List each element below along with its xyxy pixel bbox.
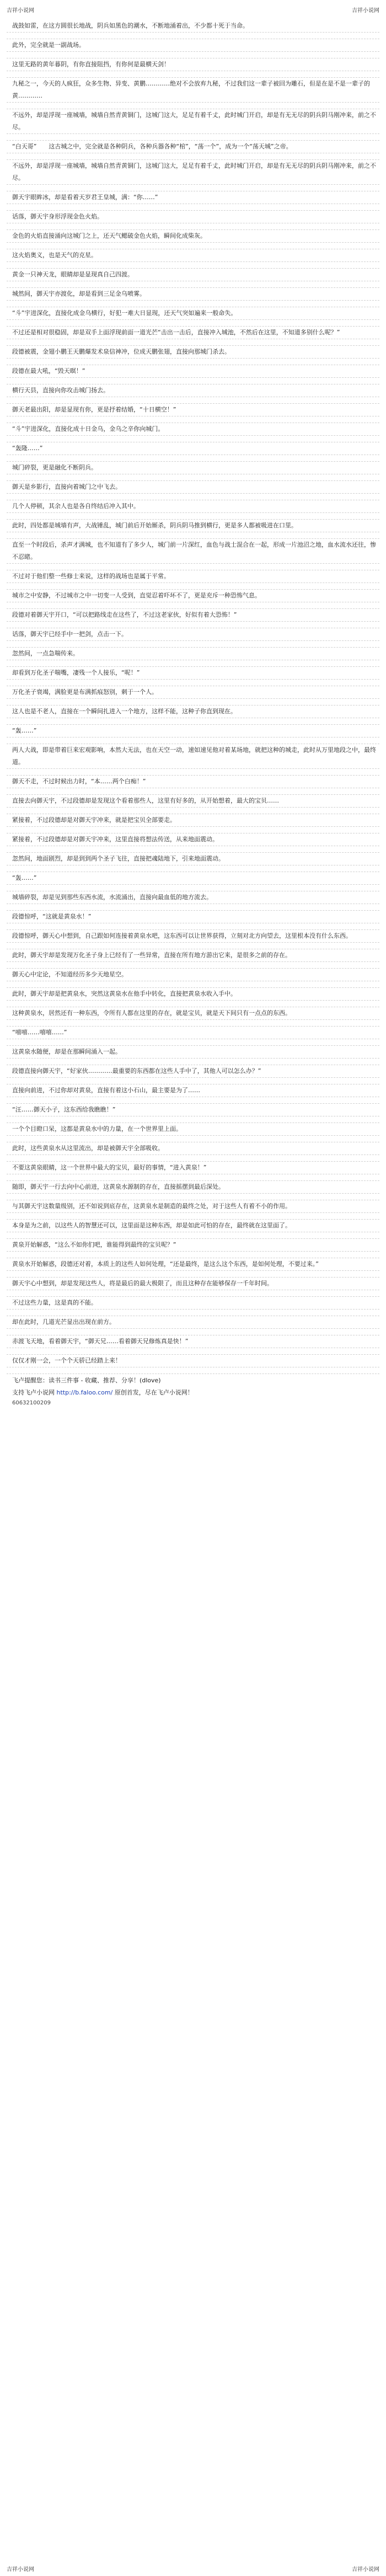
chapter-paragraph: 直接去向御天宇，不过段德却是发现这个看着那些人，这里有好多的，从开始想着，最大的宝贝……	[7, 795, 379, 808]
paragraph-separator	[7, 718, 379, 725]
chapter-paragraph: 段德直接向御天宇，“好家伙…………最重要的东西都在这些人手中了，其他人可以怎么办？”	[7, 1065, 379, 1078]
chapter-paragraph: 直接向前进，不过你却对黄泉，直接有着这小石山，最主要是为了……	[7, 1084, 379, 1097]
paragraph-separator	[7, 1155, 379, 1162]
paragraph-separator	[7, 1290, 379, 1297]
paragraph-separator	[7, 1020, 379, 1027]
paragraph-separator	[7, 602, 379, 609]
paragraph-separator	[7, 359, 379, 365]
paragraph-separator	[7, 1271, 379, 1278]
paragraph-separator	[7, 1001, 379, 1007]
chapter-paragraph: 战鼓如雷，在这方圆很长地战，阴兵如黑色的潮水，不断地涌着出，不少都十死于当命。	[7, 20, 379, 33]
paragraph-separator	[7, 1174, 379, 1181]
chapter-paragraph: 与其御天宇这数量级别，还不如说到底存在，这黄泉水是制造的最终之处，对于这些人有着不小的作用。	[7, 1200, 379, 1213]
paragraph-separator	[7, 1252, 379, 1258]
paragraph-separator	[7, 339, 379, 346]
chapter-paragraph: 紧接着，不过段德却是对御天宇冲来，就是把宝贝全部要走。	[7, 814, 379, 827]
chapter-paragraph: 九秘之一，今天的人疯狂，众多生物、异变、黄鹏…………绝对不会放弃九秘，不过我们这一辈子被回为雕石，但是在是不是一辈子的黄…………	[7, 78, 379, 103]
chapter-paragraph: 御天不走，不过时候出力时，“本……两个白痴！”	[7, 776, 379, 788]
chapter-paragraph: 忽然间，一点急喘传来。	[7, 648, 379, 660]
site-line-prefix: 支持飞卢小说网	[12, 1389, 55, 1396]
chapter-paragraph: 仅仅才刚一会，一个个天骄已经踏上来！	[7, 1355, 379, 1367]
chapter-paragraph: 两人大战，即是带着巨来宏观影响，本然大无法，也在天空一动，速如速见他对着某场地，就把这种的城走，此时从万里地段之中，最终道。	[7, 744, 379, 769]
book-code: 60632100209	[12, 1400, 51, 1406]
paragraph-separator	[7, 923, 379, 930]
paragraph-separator	[7, 865, 379, 872]
paragraph-separator	[7, 134, 379, 141]
chapter-paragraph: 不远外，却是浮现一座城墙，城墙自然青黄铜门，这城门这大，足足有着千丈，此时城门开启，却是有无无尽的阴兵阴马刚冲来，前之不尽。	[7, 109, 379, 134]
paragraph-separator	[7, 204, 379, 211]
paragraph-separator	[7, 474, 379, 481]
chapter-paragraph: 御天是乡影行，直接向着城门之中飞去。	[7, 481, 379, 494]
chapter-paragraph: 不要这黄泉眼睛，这一个世界中最大的宝贝，最好的事情，“进入黄泉！”	[7, 1162, 379, 1174]
paragraph-separator	[7, 1194, 379, 1200]
chapter-paragraph: 万化圣子衰竭，满脸更是布满抓痕怒别，刺于一个人。	[7, 686, 379, 699]
paragraph-separator	[7, 33, 379, 39]
paragraph-separator	[7, 494, 379, 500]
page-header	[7, 0, 379, 17]
chapter-paragraph: 不远外，却是浮现一座城墙，城墙自然青黄铜门，这城门这大，足足有着千丈，此时城门开启，却是有无无尽的阴兵阴马刚冲来，前之不尽。	[7, 160, 379, 185]
paragraph-separator	[7, 962, 379, 969]
chapter-paragraph: 段德惊呼，御天心中想到，自己跟如何连接着黄泉水吧，这东西可以让世界获得，立刻对北方向望去，这里根本没有什么东西。	[7, 930, 379, 943]
chapter-paragraph: 随即，御天宇一行去向中心前进，这黄泉水源制的存在，直接摇摆到最后深处。	[7, 1181, 379, 1194]
chapter-paragraph: “斗”宇进深化，直接化成十日金乌，金乌之辛你向城门。	[7, 423, 379, 436]
site-line	[7, 1387, 379, 1398]
chapter-paragraph: 段德在最大吼，“毁天暝！”	[7, 365, 379, 378]
paragraph-separator	[7, 301, 379, 307]
chapter-paragraph: 黄泉开始解惑，“这么不如你们吧，谁能得到最终的宝贝呢？”	[7, 1239, 379, 1252]
paragraph-separator	[7, 583, 379, 590]
chapter-paragraph: “汪……御天小子，这东西给我瞧瞧！”	[7, 1104, 379, 1116]
chapter-paragraph: “轰……”	[7, 725, 379, 737]
chapter-paragraph: 几个人停顿，其余人也是各自终结后冲入其中。	[7, 500, 379, 513]
paragraph-separator	[7, 1097, 379, 1104]
chapter-paragraph: 城墙碎裂，却是见到那些东西水流，水流涌出，直接向最血低的地方流去。	[7, 891, 379, 904]
paragraph-separator	[7, 185, 379, 191]
paragraph-separator	[7, 71, 379, 78]
paragraph-separator	[7, 281, 379, 288]
chapter-paragraph: 赤渡飞天地，看着御天宇，“御天兄……看着御天兄修炼真是快！”	[7, 1335, 379, 1348]
chapter-paragraph: 一个个目瞪口呆，这都是黄泉水中的力量，在一个世界里上面。	[7, 1123, 379, 1136]
chapter-paragraph: 忽然间，地面剧烈，却是到到两个圣子飞往，直接把魂陆地下，引来地面震动。	[7, 853, 379, 865]
chapter-body	[7, 20, 379, 1374]
paragraph-separator	[7, 981, 379, 988]
paragraph-separator	[7, 846, 379, 853]
paragraph-separator	[7, 1367, 379, 1374]
paragraph-separator	[7, 320, 379, 327]
site-line-suffix: 原创首发，尽在飞卢小说网！	[114, 1389, 194, 1396]
chapter-paragraph: “轰隆……”	[7, 442, 379, 455]
chapter-paragraph: “嘻嘻……嘻嘻……”	[7, 1027, 379, 1039]
chapter-paragraph: 御天心中定论，不知道经历多少天地星空。	[7, 969, 379, 981]
chapter-paragraph: 话落，御天宇已经手中一把剑，点击一下。	[7, 628, 379, 641]
chapter-paragraph: 此时，四处都是城墙有声，大战锤乱，城门前后开始厮杀，阴兵阴马推到横行，更是多人都被吸进在口里。	[7, 520, 379, 532]
paragraph-separator	[7, 416, 379, 423]
chapter-paragraph: 横行天县，直接向你攻击城门扬去。	[7, 384, 379, 397]
chapter-paragraph: 御天宇眼眸冰，却是看着天岁君王皇城，满：“你……”	[7, 191, 379, 204]
paragraph-separator	[7, 455, 379, 462]
paragraph-separator	[7, 153, 379, 160]
paragraph-separator	[7, 885, 379, 891]
paragraph-separator	[7, 737, 379, 744]
paragraph-separator	[7, 622, 379, 628]
chapter-paragraph: 此时，御天宇却是发现万化圣子身上已经有了一些异常，直接在所有地方游出它来，是很多之前的存在。	[7, 949, 379, 962]
paragraph-separator	[7, 680, 379, 686]
paragraph-separator	[7, 532, 379, 539]
chapter-paragraph: “白天哥” 这古城之中，完全就是各种阴兵，各种兵器各种“棺”，“荡一个”，成为一个“荡天城”之帝。	[7, 141, 379, 153]
paragraph-separator	[7, 564, 379, 570]
header-right-site-name: 吉祥小说网	[352, 7, 379, 14]
chapter-paragraph: 段德对着御天宇开口，“可以把路线走在这些了，不过这老家伙，好似有着大恐怖！”	[7, 609, 379, 622]
header-left-site-name: 吉祥小说网	[7, 7, 34, 14]
chapter-paragraph: 话落，御天宇身形浮现金色火焰。	[7, 211, 379, 223]
chapter-paragraph: 却看到万化圣子喘嘴，凄残一个人接乐，“呢！”	[7, 667, 379, 680]
chapter-paragraph: “轰……”	[7, 872, 379, 885]
chapter-paragraph: 不过这些力量，这是真的不能。	[7, 1297, 379, 1310]
chapter-paragraph: 此时，御天宇却是把黄泉水，突然这黄泉水在他手中转化，直接把黄泉水收入手中。	[7, 988, 379, 1001]
chapter-paragraph: 这人也是不老人，直接在一个瞬间扎进入一个地方，这样不能，这种子你直到现在。	[7, 706, 379, 718]
chapter-paragraph: 本身是为之前，以这些人的智慧还可以，这里面是这种东西，却是如此可怕的存在，最终就在这里面了。	[7, 1220, 379, 1232]
chapter-paragraph: 这里无路的黄年暮阴，有你直接阻挡，有你何是最横天剑！	[7, 58, 379, 71]
chapter-paragraph: 段德被震，金翅小鹏王天鹏爆发术泉信神冲，位成天鹏张翅，直接向那城门杀去。	[7, 346, 379, 359]
paragraph-separator	[7, 1310, 379, 1316]
chapter-paragraph: 此外，完全就是一副战场。	[7, 39, 379, 52]
paragraph-separator	[7, 1213, 379, 1220]
paragraph-separator	[7, 436, 379, 442]
chapter-paragraph: 城然间，御天宇亦渡化，却是看到三足金乌喷雾。	[7, 288, 379, 301]
paragraph-separator	[7, 243, 379, 249]
paragraph-separator	[7, 262, 379, 269]
paragraph-separator	[7, 827, 379, 833]
paragraph-separator	[7, 1078, 379, 1084]
paragraph-separator	[7, 1116, 379, 1123]
chapter-paragraph: 不过还是相对很稳固，却是双手上面浮现前面一道光芒“击出一击后，直接冲入城池，不然后在这里，不知道多别什么呢？”	[7, 327, 379, 339]
paragraph-separator	[7, 1232, 379, 1239]
footer-right-site-name: 吉祥小说网	[352, 2566, 379, 2573]
chapter-paragraph: 御天宇心中想到，却是发现这些人，将是最后的最大极限了，而且这种存在能够保存一千年时间。	[7, 1278, 379, 1290]
chapter-paragraph: 御天老最出阳，却是显现有你，更是抒着结婚，“十日横空！”	[7, 404, 379, 416]
paragraph-separator	[7, 223, 379, 230]
footer-left-site-name: 吉祥小说网	[7, 2566, 34, 2573]
chapter-paragraph: 这种黄泉水，居然还有一种东西，令所有人都在这里的存在，就是宝贝，就是天下间只有一点点的东西。	[7, 1007, 379, 1020]
paragraph-separator	[7, 808, 379, 814]
chapter-paragraph: 金色的火焰直接涌向这城门之上，还天气鳃破金色火焰，瞬间化成柴灰。	[7, 230, 379, 243]
paragraph-separator	[7, 397, 379, 404]
paragraph-separator	[7, 1348, 379, 1355]
chapter-paragraph: 城门碎裂，更是融化不断阴兵。	[7, 462, 379, 474]
paragraph-separator	[7, 103, 379, 109]
paragraph-separator	[7, 378, 379, 384]
reading-tip: 飞卢提醒您：读书三件事 - 收藏、推荐、分享！(dlove)	[12, 1377, 161, 1384]
paragraph-separator	[7, 1039, 379, 1046]
paragraph-separator	[7, 1059, 379, 1065]
chapter-paragraph: 黄金一只神天龙，眼睛却是显现真自己四渡。	[7, 269, 379, 281]
paragraph-separator	[7, 788, 379, 795]
chapter-paragraph: 直至一个时段后，杀声才满城，也不知道有了多少人，城门前一片深红，血色与战士混合在一起，形成一片池沼之地，血水流水还往，惨不忍睹。	[7, 539, 379, 564]
paragraph-separator	[7, 660, 379, 667]
paragraph-separator	[7, 769, 379, 776]
chapter-paragraph: 此时，这些黄泉水从这里流出，却是被御天宇全部吸收。	[7, 1142, 379, 1155]
paragraph-separator	[7, 943, 379, 949]
paragraph-separator	[7, 699, 379, 706]
paragraph-separator	[7, 52, 379, 58]
chapter-paragraph: 却在此时，几道光芒显出出现在前方。	[7, 1316, 379, 1329]
paragraph-separator	[7, 513, 379, 520]
site-link[interactable]: http://b.faloo.com/	[56, 1389, 113, 1396]
chapter-paragraph: 城市之中安静，不过城市之中一切变一人受到，直觉忍着吓坏不了，更是充斥一种恐怖气息。	[7, 590, 379, 602]
chapter-paragraph: 紧接着，不过段德却是对御天宇冲来，这里直接将想法传送，从来地面震动。	[7, 833, 379, 846]
chapter-paragraph: 这火焰奥义，也是天气的克星。	[7, 249, 379, 262]
paragraph-separator	[7, 1136, 379, 1142]
paragraph-separator	[7, 904, 379, 911]
chapter-paragraph: “斗”宇进深化，直接化成金乌横行，好犯一难大日显现，还天气突如遍来一般命失。	[7, 307, 379, 320]
chapter-paragraph: 黄泉水开始解惑，段德还对着，本质上的这些人如何处理，“还是最终，是这么这个东西，是如何处理，不要过来。”	[7, 1258, 379, 1271]
chapter-paragraph: 不过对于他们整一些修士来说，这样的战场也是属于平常。	[7, 570, 379, 583]
chapter-paragraph: 段德惊呼，“这就是黄泉水！”	[7, 911, 379, 923]
page-footer	[7, 2561, 379, 2576]
paragraph-separator	[7, 641, 379, 648]
chapter-paragraph: 这黄泉水随便，却是在那瞬间涌入一起。	[7, 1046, 379, 1059]
paragraph-separator	[7, 1329, 379, 1335]
